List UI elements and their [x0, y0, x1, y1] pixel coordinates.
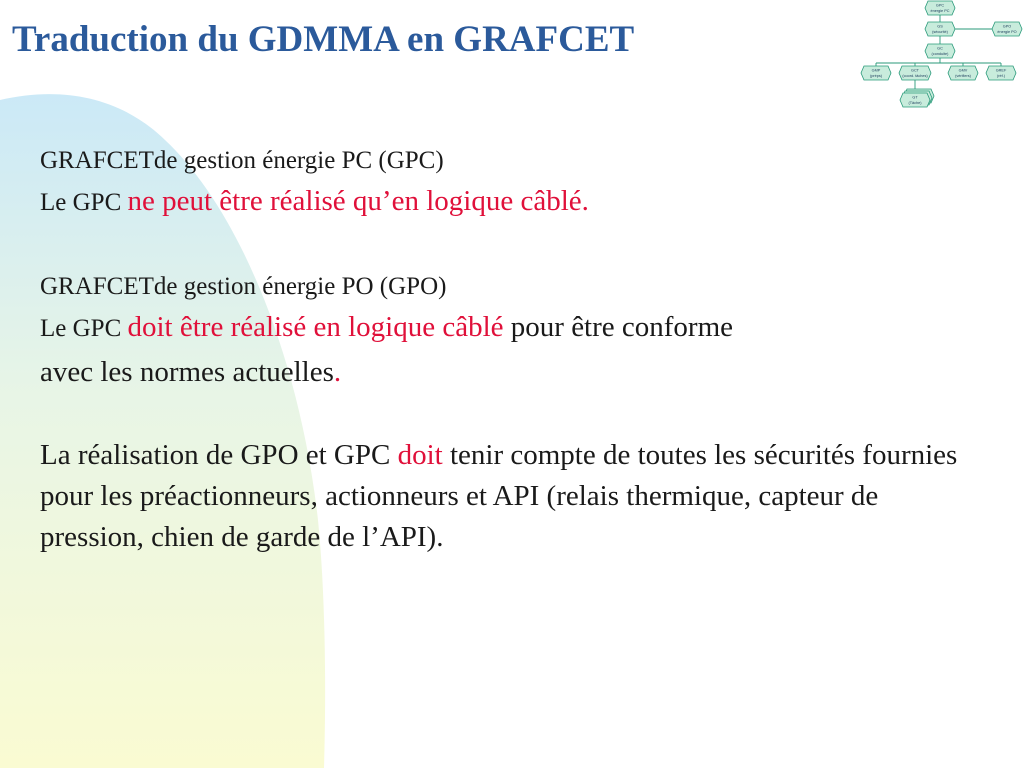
- node-gs-code: GS: [937, 24, 943, 29]
- security-paragraph: [40, 435, 980, 558]
- node-gmp: [861, 66, 891, 80]
- node-gpc: [925, 1, 955, 15]
- gpo-heading: GRAFCETde gestion énergie PO (GPO): [40, 273, 447, 300]
- spacer: [40, 226, 980, 266]
- node-gref: [986, 66, 1016, 80]
- node-gs-label: (sécurité): [932, 29, 948, 34]
- gpc-statement-highlight: ne peut être réalisé qu’en logique câblé.: [127, 185, 589, 217]
- gpc-statement: [40, 181, 980, 226]
- node-gmv-code: GMV: [958, 68, 968, 73]
- node-gpo-code: GPO: [1002, 24, 1012, 29]
- node-gct-label: (coord. tâches): [902, 73, 928, 78]
- node-gpo: [992, 22, 1022, 36]
- gpo-statement: [40, 307, 980, 352]
- node-gpc-label: énergie PC: [930, 8, 950, 13]
- node-gpc-code: GPC: [935, 3, 945, 8]
- spacer: [40, 393, 980, 435]
- gpo-statement-suffix: pour être conforme: [503, 311, 734, 343]
- gpo-statement-line3: avec les normes actuelles: [40, 356, 334, 388]
- node-gmv: [948, 66, 978, 80]
- node-gmp-label: (préps): [869, 73, 883, 78]
- node-gt-label: (Tâche): [908, 100, 922, 105]
- node-gref-code: GREF: [995, 68, 1007, 73]
- node-gt-code: GT: [912, 95, 918, 100]
- gpc-heading: GRAFCETde gestion énergie PC (GPC): [40, 147, 444, 174]
- node-gct: [899, 66, 931, 80]
- node-gc-code: GC: [937, 46, 943, 51]
- slide-title: Traduction du GDMMA en GRAFCET: [12, 19, 635, 60]
- node-gs: [925, 22, 955, 36]
- node-gmv-label: (vérifiers): [955, 73, 971, 78]
- diagram-nodes: [861, 1, 1022, 107]
- security-paragraph-highlight: doit: [397, 439, 443, 471]
- grafcet-hierarchy-diagram: [858, 0, 1024, 112]
- gpc-statement-prefix: Le GPC: [40, 189, 128, 216]
- node-gpo-label: énergie PO: [997, 29, 1017, 34]
- gpo-statement-prefix: Le GPC: [40, 315, 128, 342]
- node-gt: [900, 89, 934, 107]
- node-gmp-code: GMP: [871, 68, 881, 73]
- grafcet-hierarchy-svg: [858, 0, 1024, 112]
- node-gc-label: (conduite): [931, 51, 949, 56]
- security-paragraph-suffix: tenir compte de toutes les sécurités fournies pour les préactionneurs, actionneurs et API (relais thermique, capteur de pression, chien de garde de l’API).: [40, 439, 958, 553]
- node-gref-label: (réf.): [996, 73, 1006, 78]
- node-gc: [925, 44, 955, 58]
- node-gct-code: GCT: [910, 68, 920, 73]
- security-paragraph-prefix: La réalisation de GPO et GPC: [40, 439, 398, 471]
- gpo-statement-continued: [40, 352, 980, 393]
- slide-content: [40, 140, 980, 558]
- gpo-statement-dot: .: [333, 356, 342, 388]
- gpo-statement-highlight: doit être réalisé en logique câblé: [127, 311, 504, 343]
